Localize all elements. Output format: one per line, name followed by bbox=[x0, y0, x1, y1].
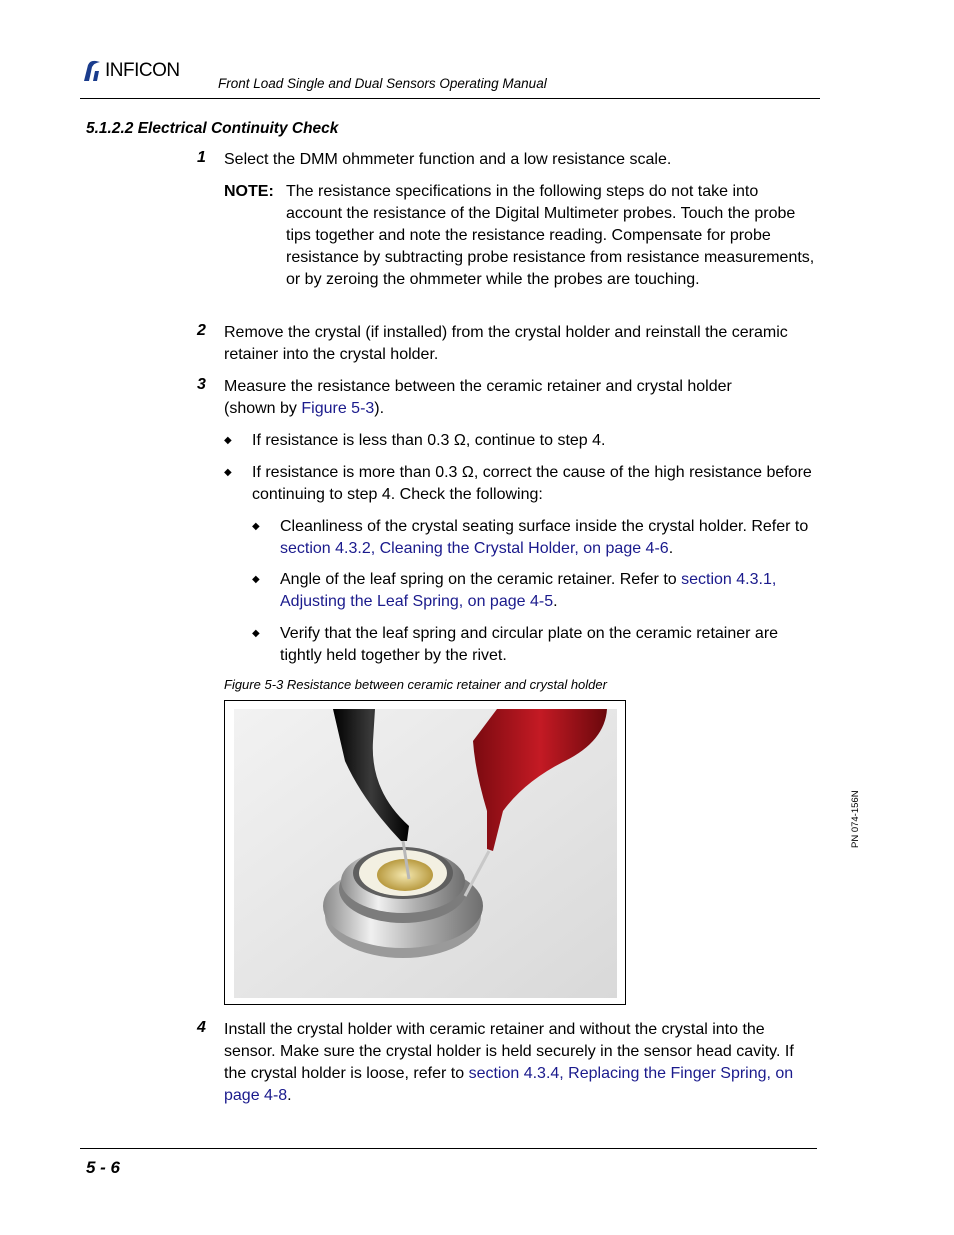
note-label: NOTE: bbox=[224, 183, 274, 200]
bullet-diamond-icon: ◆ bbox=[224, 435, 232, 446]
step-3-text-a: Measure the resistance between the ceramic retainer and crystal holder (shown by bbox=[224, 378, 732, 417]
sub-bullet-3-text: Verify that the leaf spring and circular plate on the ceramic retainer are tightly held together by the rivet. bbox=[280, 625, 779, 664]
sub-bullet-1-text-b: . bbox=[668, 540, 674, 557]
logo-text: INFICON bbox=[105, 60, 180, 81]
bullet-diamond-icon: ◆ bbox=[252, 521, 260, 532]
step-2-text: Remove the crystal (if installed) from the crystal holder and reinstall the ceramic retainer into the crystal holder. bbox=[224, 324, 788, 363]
section-4-3-1-link[interactable]: section 4.3.1, Adjusting the Leaf Spring, on page 4-5 bbox=[280, 571, 777, 610]
inficon-logo-mark-icon bbox=[80, 59, 102, 83]
section-4-3-2-link[interactable]: section 4.3.2, Cleaning the Crystal Holder, on page 4-6 bbox=[280, 540, 669, 557]
figure-5-3 bbox=[224, 700, 626, 1005]
bullet-diamond-icon: ◆ bbox=[224, 467, 232, 478]
inficon-logo bbox=[80, 58, 180, 84]
note-text: The resistance specifications in the following steps do not take into account the resistance of the Digital Multimeter probes. Touch the probe tips together and note the resistance reading. Compensate for probe resistance by subtracting probe resistance from resistance measurements, or by zeroing the ohmmeter while the probes are touching. bbox=[286, 183, 815, 288]
step-3-number: 3 bbox=[197, 376, 206, 393]
header-rule bbox=[80, 98, 820, 99]
bullet-2-text: If resistance is more than 0.3 Ω, correct the cause of the high resistance before continuing to step 4. Check the following: bbox=[252, 464, 812, 503]
section-heading: 5.1.2.2 Electrical Continuity Check bbox=[86, 120, 339, 137]
step-1-text: Select the DMM ohmmeter function and a low resistance scale. bbox=[224, 151, 672, 168]
manual-title: Front Load Single and Dual Sensors Operating Manual bbox=[218, 76, 547, 91]
step-4-text-a: Install the crystal holder with ceramic retainer and without the crystal into the sensor. Make sure the crystal holder is held securely in the sensor head cavity. If the crystal holder is loose, refer to bbox=[224, 1021, 794, 1082]
step-2-number: 2 bbox=[197, 322, 206, 339]
note-block bbox=[224, 181, 814, 313]
step-4-text-b: . bbox=[287, 1087, 292, 1104]
figure-caption: Figure 5-3 Resistance between ceramic retainer and crystal holder bbox=[224, 677, 607, 692]
step-4-text bbox=[224, 1019, 814, 1107]
page-number: 5 - 6 bbox=[86, 1158, 121, 1177]
part-number-label: PN 074-156N bbox=[850, 790, 861, 848]
bullet-diamond-icon: ◆ bbox=[252, 574, 260, 585]
step-1-number: 1 bbox=[197, 149, 206, 166]
bullet-diamond-icon: ◆ bbox=[252, 628, 260, 639]
section-4-3-4-link[interactable]: section 4.3.4, Replacing the Finger Spring, on page 4-8 bbox=[224, 1065, 794, 1104]
probe-photo-image bbox=[225, 701, 625, 1004]
step-3-text bbox=[224, 376, 784, 420]
sub-bullet-2-text-a: Angle of the leaf spring on the ceramic retainer. Refer to bbox=[280, 571, 682, 588]
figure-5-3-link[interactable]: Figure 5-3 bbox=[301, 400, 375, 417]
step-3-text-b: ). bbox=[374, 400, 385, 417]
bullet-1-text: If resistance is less than 0.3 Ω, continue to step 4. bbox=[252, 432, 606, 449]
sub-bullet-2-text-b: . bbox=[553, 593, 558, 610]
step-4-number: 4 bbox=[197, 1019, 206, 1036]
sub-bullet-1-text bbox=[280, 516, 815, 560]
footer-rule bbox=[80, 1148, 817, 1149]
sub-bullet-2-text bbox=[280, 569, 815, 613]
sub-bullet-1-text-a: Cleanliness of the crystal seating surface inside the crystal holder. Refer to bbox=[280, 518, 809, 535]
